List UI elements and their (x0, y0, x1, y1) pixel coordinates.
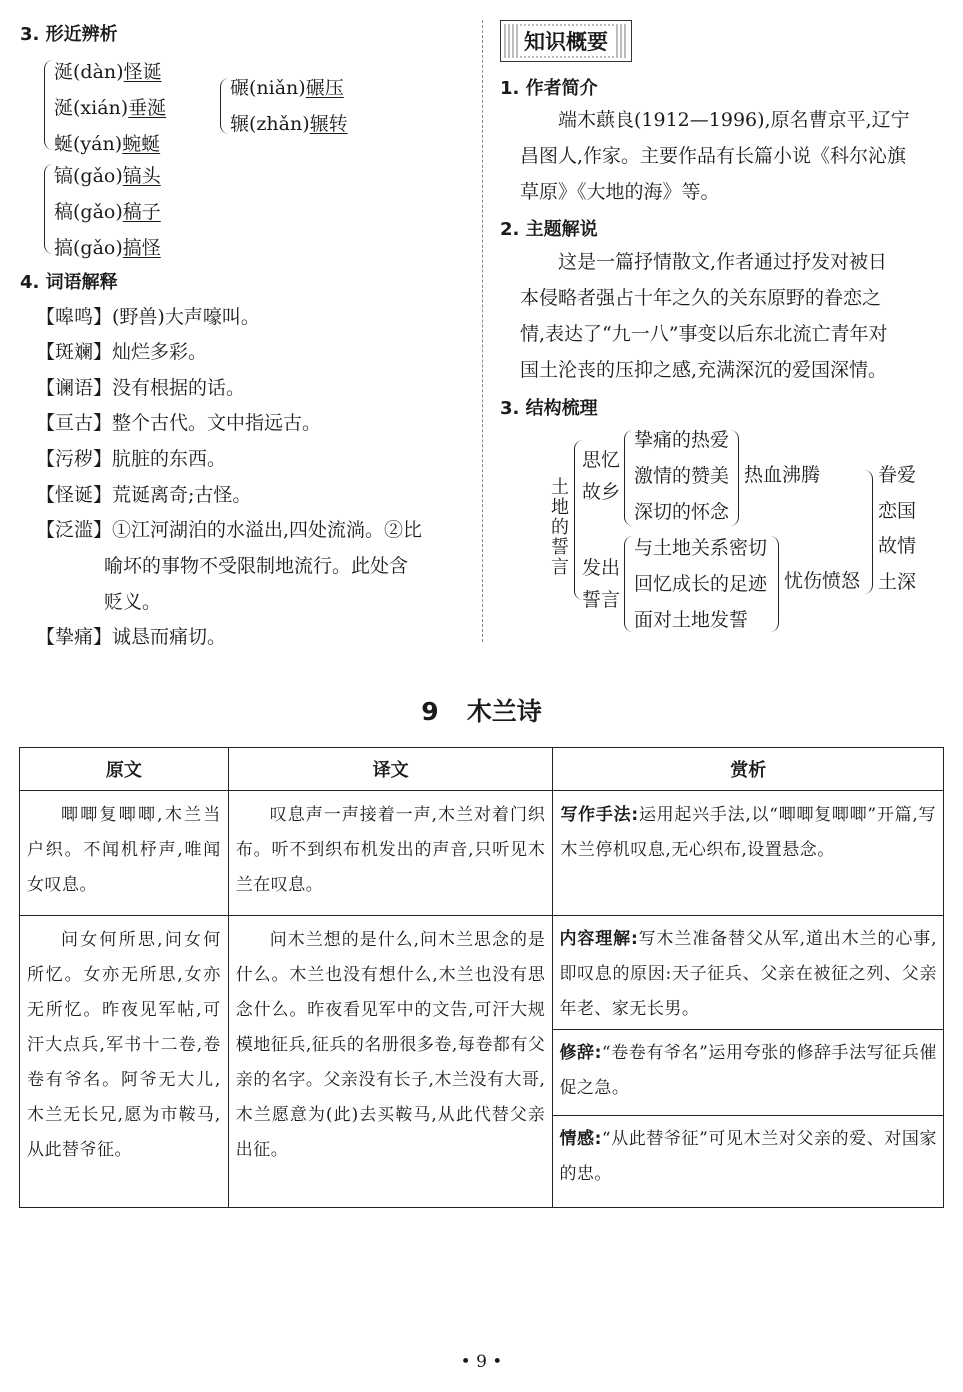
char-item: 搞(gǎo)搞怪 (54, 237, 161, 259)
analysis-block: 修辞:“卷卷有爷名”运用夸张的修辞手法写征兵催促之急。 (553, 1030, 943, 1116)
lesson-title: 9 木兰诗 (421, 697, 542, 726)
analysis-block: 写作手法:运用起兴手法,以“唧唧复唧唧”开篇,写木兰停机叹息,无心织布,设置悬念。 (560, 805, 936, 860)
char-group-2 (230, 70, 348, 142)
diagram-item: 与土地关系密切 (634, 537, 768, 559)
char-item: 辗(zhǎn)辗转 (230, 113, 348, 135)
diagram-branch-b-items (634, 530, 767, 638)
diagram-root: 土地的誓言 (551, 477, 569, 578)
definition-item: 【挚痛】诚恳而痛切。 (36, 626, 227, 648)
header-original: 原文 (20, 748, 229, 791)
brace (624, 536, 633, 632)
knowledge-summary-badge: 知识概要 (500, 20, 632, 62)
brace (864, 470, 873, 594)
section-title-structure: 3. 结构梳理 (500, 398, 598, 419)
definition-item: 【嗥鸣】(野兽)大声嚎叫。 (36, 306, 260, 328)
char-item: 稿(gǎo)稿子 (54, 201, 161, 223)
char-item: 涎(dàn)怪诞 (54, 61, 162, 83)
author-intro: 端木蕻良(1912—1996),原名曹京平,辽宁 昌图人,作家。主要作品有长篇小说《科尔沁旗 草原》《大地的海》等。 (520, 109, 910, 203)
diagram-final: 眷爱 恋国 故情 土深 (878, 464, 917, 593)
brace (730, 430, 739, 526)
char-group-3 (54, 158, 161, 266)
diagram-branch-b-label: 发出 誓言 (582, 557, 621, 611)
poem-table (19, 747, 944, 1208)
char-item: 蜒(yán)蜿蜒 (54, 133, 161, 155)
header-analysis: 赏析 (553, 748, 944, 791)
definition-item: 【污秽】肮脏的东西。 (36, 448, 227, 470)
section-title-author: 1. 作者简介 (500, 78, 598, 99)
page-number: • 9 • (460, 1352, 503, 1372)
section-title-word-explain: 4. 词语解释 (20, 272, 118, 293)
brace (624, 430, 633, 526)
brace (770, 536, 779, 632)
definition-continuation: 喻坏的事物不受限制地流行。此处含 (104, 555, 409, 577)
char-item: 镐(gǎo)镐头 (54, 165, 161, 187)
definition-item: 【斑斓】灿烂多彩。 (36, 341, 208, 363)
diagram-branch-a-label: 思忆 故乡 (582, 449, 621, 503)
column-divider (482, 20, 483, 642)
definition-item: 【谰语】没有根据的话。 (36, 377, 246, 399)
definition-item: 【怪诞】荒诞离奇;古怪。 (36, 484, 252, 506)
diagram-branch-a-result: 热血沸腾 (744, 464, 821, 486)
diagram-item: 回忆成长的足迹 (634, 573, 768, 595)
diagram-item: 挚痛的热爱 (634, 429, 730, 451)
section-title-shape-analysis: 3. 形近辨析 (20, 24, 118, 45)
original-text: 唧唧复唧唧,木兰当户织。不闻机杼声,唯闻女叹息。 (27, 805, 221, 895)
diagram-item: 激情的赞美 (634, 465, 730, 487)
definition-item: 【泛滥】①江河湖泊的水溢出,四处流淌。②比 (36, 519, 423, 541)
diagram-item: 面对土地发誓 (634, 609, 749, 631)
definition-item: 【亘古】整个古代。文中指远古。 (36, 412, 322, 434)
theme-explanation: 这是一篇抒情散文,作者通过抒发对被日 本侵略者强占十年之久的关东原野的眷恋之 情,表达了“九一八”事变以后东北流亡青年对 国土沦丧的压抑之感,充满深沉的爱国深情。 (520, 251, 888, 381)
char-item: 涎(xián)垂涎 (54, 97, 167, 119)
diagram-branch-b-result: 忧伤愤怒 (784, 570, 861, 592)
section-title-theme: 2. 主题解说 (500, 219, 598, 240)
original-text: 问女何所思,问女何所忆。女亦无所思,女亦无所忆。昨夜见军帖,可汗大点兵,军书十二卷,卷卷有爷名。阿爷无大儿,木兰无长兄,愿为市鞍马,从此替爷征。 (27, 930, 221, 1160)
table-row (20, 916, 944, 1208)
translation-text: 问木兰想的是什么,问木兰思念的是什么。木兰也没有想什么,木兰也没有思念什么。昨夜看见军中的文告,可汗大规模地征兵,征兵的名册很多卷,每卷都有父亲的名字。父亲没有长子,木兰没有大哥,木兰愿意为(此)去买鞍马,从此代替父亲出征。 (235, 930, 546, 1160)
brace (44, 164, 53, 254)
definition-continuation: 贬义。 (104, 591, 162, 613)
table-header-row (20, 748, 944, 791)
analysis-block: 内容理解:写木兰准备替父从军,道出木兰的心事,即叹息的原因:天子征兵、父亲在被征之列、父亲年老、家无长男。 (553, 916, 943, 1030)
analysis-block: 情感:“从此替爷征”可见木兰对父亲的爱、对国家的忠。 (559, 1129, 937, 1184)
diagram-item: 深切的怀念 (634, 501, 730, 523)
brace (44, 60, 53, 150)
brace (220, 78, 229, 134)
header-translation: 译文 (228, 748, 553, 791)
char-item: 碾(niǎn)碾压 (230, 77, 344, 99)
diagram-branch-a-items (634, 422, 729, 530)
table-row (20, 791, 944, 916)
translation-text: 叹息声一声接着一声,木兰对着门织布。听不到织布机发出的声音,只听见木兰在叹息。 (235, 805, 546, 895)
char-group-1 (54, 54, 166, 162)
